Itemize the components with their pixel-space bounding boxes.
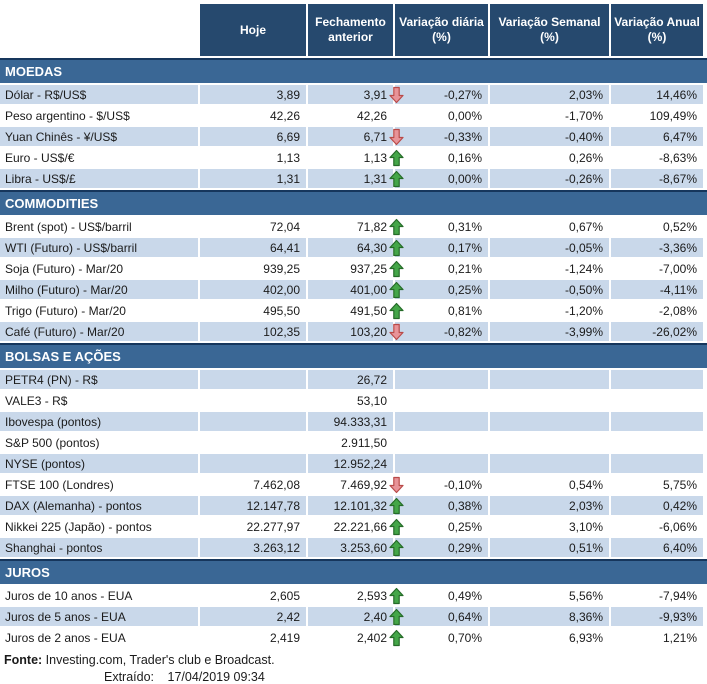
table-section bbox=[0, 58, 707, 188]
table-row bbox=[0, 517, 705, 536]
table-row bbox=[0, 169, 705, 188]
row-label-cell: S&P 500 (pontos) bbox=[0, 433, 198, 452]
variacao-diaria-cell bbox=[395, 322, 488, 341]
variacao-diaria-cell bbox=[395, 169, 488, 188]
variacao-semanal-cell: -0,50% bbox=[490, 280, 609, 299]
up-arrow-icon bbox=[389, 608, 404, 625]
variacao-anual-cell bbox=[611, 370, 703, 389]
row-label-cell: VALE3 - R$ bbox=[0, 391, 198, 410]
table-row bbox=[0, 85, 705, 104]
table-section bbox=[0, 559, 707, 647]
table-row bbox=[0, 259, 705, 278]
section-title: MOEDAS bbox=[5, 64, 63, 79]
variacao-diaria-cell bbox=[395, 148, 488, 167]
hoje-value-cell: 2,42 bbox=[200, 607, 306, 626]
up-arrow-icon bbox=[389, 539, 404, 556]
up-arrow-icon bbox=[389, 149, 404, 166]
down-arrow-icon bbox=[389, 476, 404, 493]
variacao-anual-cell: -6,06% bbox=[611, 517, 703, 536]
row-label-cell: Trigo (Futuro) - Mar/20 bbox=[0, 301, 198, 320]
variacao-diaria-cell bbox=[395, 280, 488, 299]
up-arrow-icon bbox=[389, 629, 404, 646]
up-arrow-icon bbox=[389, 497, 404, 514]
row-label-cell: Café (Futuro) - Mar/20 bbox=[0, 322, 198, 341]
variacao-diaria-cell bbox=[395, 301, 488, 320]
variacao-anual-cell bbox=[611, 433, 703, 452]
variacao-semanal-cell: -3,99% bbox=[490, 322, 609, 341]
hoje-value-cell: 22.277,97 bbox=[200, 517, 306, 536]
variacao-diaria-cell bbox=[395, 85, 488, 104]
fechamento-value-cell: 2.911,50 bbox=[308, 433, 393, 452]
hoje-value-cell: 402,00 bbox=[200, 280, 306, 299]
up-arrow-icon bbox=[389, 170, 404, 187]
up-arrow-icon bbox=[389, 587, 404, 604]
variacao-diaria-value: 0,70% bbox=[447, 630, 482, 645]
table-row bbox=[0, 412, 705, 431]
row-label-cell: Milho (Futuro) - Mar/20 bbox=[0, 280, 198, 299]
variacao-anual-cell: -3,36% bbox=[611, 238, 703, 257]
table-row bbox=[0, 475, 705, 494]
variacao-semanal-cell bbox=[490, 412, 609, 431]
table-row bbox=[0, 322, 705, 341]
up-arrow-icon bbox=[389, 260, 404, 277]
hoje-value-cell bbox=[200, 391, 306, 410]
section-title: BOLSAS E AÇÕES bbox=[5, 349, 121, 364]
fechamento-value-cell: 42,26 bbox=[308, 106, 393, 125]
variacao-anual-cell: -4,11% bbox=[611, 280, 703, 299]
variacao-semanal-cell bbox=[490, 454, 609, 473]
hoje-value-cell: 3.263,12 bbox=[200, 538, 306, 557]
variacao-anual-cell: 0,42% bbox=[611, 496, 703, 515]
table-section bbox=[0, 190, 707, 341]
row-label-cell: Juros de 2 anos - EUA bbox=[0, 628, 198, 647]
section-rows bbox=[0, 584, 707, 647]
hoje-value-cell: 939,25 bbox=[200, 259, 306, 278]
hoje-value-cell: 72,04 bbox=[200, 217, 306, 236]
variacao-diaria-cell bbox=[395, 238, 488, 257]
section-rows bbox=[0, 215, 707, 341]
table-row bbox=[0, 127, 705, 146]
row-label-cell: Juros de 5 anos - EUA bbox=[0, 607, 198, 626]
variacao-diaria-cell bbox=[395, 127, 488, 146]
variacao-anual-cell: 1,21% bbox=[611, 628, 703, 647]
variacao-anual-cell: -8,63% bbox=[611, 148, 703, 167]
column-header: Fechamento anterior bbox=[308, 4, 393, 56]
fechamento-value-cell: 6,71 bbox=[308, 127, 393, 146]
hoje-value-cell: 495,50 bbox=[200, 301, 306, 320]
row-label-cell: Brent (spot) - US$/barril bbox=[0, 217, 198, 236]
fechamento-value-cell: 12.952,24 bbox=[308, 454, 393, 473]
variacao-diaria-cell bbox=[395, 217, 488, 236]
variacao-diaria-value: 0,81% bbox=[447, 303, 482, 318]
variacao-anual-cell bbox=[611, 391, 703, 410]
table-row bbox=[0, 628, 705, 647]
extracted-timestamp: 17/04/2019 09:34 bbox=[167, 670, 265, 684]
row-label-cell: Juros de 10 anos - EUA bbox=[0, 586, 198, 605]
table-row bbox=[0, 433, 705, 452]
variacao-semanal-cell: -0,40% bbox=[490, 127, 609, 146]
variacao-anual-cell: 14,46% bbox=[611, 85, 703, 104]
section-title: JUROS bbox=[5, 565, 50, 580]
column-header: Hoje bbox=[200, 4, 306, 56]
fechamento-value-cell: 491,50 bbox=[308, 301, 393, 320]
variacao-diaria-cell bbox=[395, 586, 488, 605]
table-row bbox=[0, 454, 705, 473]
variacao-semanal-cell: 2,03% bbox=[490, 85, 609, 104]
variacao-diaria-value: 0,38% bbox=[447, 498, 482, 513]
table-row bbox=[0, 106, 705, 125]
variacao-diaria-cell bbox=[395, 433, 488, 452]
variacao-anual-cell bbox=[611, 454, 703, 473]
hoje-value-cell bbox=[200, 370, 306, 389]
fechamento-value-cell: 22.221,66 bbox=[308, 517, 393, 536]
fechamento-value-cell: 2,402 bbox=[308, 628, 393, 647]
row-label-cell: Yuan Chinês - ¥/US$ bbox=[0, 127, 198, 146]
fechamento-value-cell: 1,31 bbox=[308, 169, 393, 188]
source-line bbox=[0, 647, 707, 667]
hoje-value-cell: 1,13 bbox=[200, 148, 306, 167]
fechamento-value-cell: 2,593 bbox=[308, 586, 393, 605]
hoje-value-cell bbox=[200, 454, 306, 473]
row-label-cell: Nikkei 225 (Japão) - pontos bbox=[0, 517, 198, 536]
down-arrow-icon bbox=[389, 86, 404, 103]
row-label-cell: FTSE 100 (Londres) bbox=[0, 475, 198, 494]
hoje-value-cell bbox=[200, 433, 306, 452]
variacao-diaria-cell bbox=[395, 370, 488, 389]
variacao-semanal-cell: 2,03% bbox=[490, 496, 609, 515]
variacao-diaria-value: -0,27% bbox=[443, 87, 482, 102]
fechamento-value-cell: 26,72 bbox=[308, 370, 393, 389]
row-label-cell: Dólar - R$/US$ bbox=[0, 85, 198, 104]
fechamento-value-cell: 71,82 bbox=[308, 217, 393, 236]
variacao-diaria-value: 0,31% bbox=[447, 219, 482, 234]
variacao-diaria-value: 0,29% bbox=[447, 540, 482, 555]
down-arrow-icon bbox=[389, 323, 404, 340]
hoje-value-cell: 12.147,78 bbox=[200, 496, 306, 515]
row-label-cell: Shanghai - pontos bbox=[0, 538, 198, 557]
variacao-anual-cell: -26,02% bbox=[611, 322, 703, 341]
row-label-cell: DAX (Alemanha) - pontos bbox=[0, 496, 198, 515]
fechamento-value-cell: 12.101,32 bbox=[308, 496, 393, 515]
variacao-diaria-cell bbox=[395, 496, 488, 515]
variacao-diaria-value: 0,17% bbox=[447, 240, 482, 255]
down-arrow-icon bbox=[389, 128, 404, 145]
variacao-anual-cell: -2,08% bbox=[611, 301, 703, 320]
variacao-anual-cell: -8,67% bbox=[611, 169, 703, 188]
variacao-diaria-cell bbox=[395, 259, 488, 278]
hoje-value-cell: 2,419 bbox=[200, 628, 306, 647]
extracted-line bbox=[0, 670, 707, 684]
row-label-cell: Euro - US$/€ bbox=[0, 148, 198, 167]
variacao-semanal-cell: 0,67% bbox=[490, 217, 609, 236]
variacao-semanal-cell bbox=[490, 370, 609, 389]
table-header-row bbox=[0, 0, 705, 56]
variacao-semanal-cell bbox=[490, 433, 609, 452]
variacao-semanal-cell: 5,56% bbox=[490, 586, 609, 605]
variacao-anual-cell: 6,40% bbox=[611, 538, 703, 557]
row-label-cell: NYSE (pontos) bbox=[0, 454, 198, 473]
variacao-diaria-cell bbox=[395, 106, 488, 125]
row-label-cell: Soja (Futuro) - Mar/20 bbox=[0, 259, 198, 278]
column-header: Variação diária (%) bbox=[395, 4, 488, 56]
table-row bbox=[0, 391, 705, 410]
fechamento-value-cell: 64,30 bbox=[308, 238, 393, 257]
column-header: Variação Anual (%) bbox=[611, 4, 703, 56]
section-title: COMMODITIES bbox=[5, 196, 99, 211]
variacao-anual-cell: -7,94% bbox=[611, 586, 703, 605]
table-row bbox=[0, 607, 705, 626]
section-header-band bbox=[0, 559, 707, 584]
hoje-value-cell bbox=[200, 412, 306, 431]
variacao-diaria-value: 0,00% bbox=[447, 171, 482, 186]
variacao-diaria-value: 0,49% bbox=[447, 588, 482, 603]
variacao-diaria-value: 0,25% bbox=[447, 519, 482, 534]
fechamento-value-cell: 401,00 bbox=[308, 280, 393, 299]
variacao-anual-cell: 0,52% bbox=[611, 217, 703, 236]
variacao-diaria-value: -0,33% bbox=[443, 129, 482, 144]
fechamento-value-cell: 3.253,60 bbox=[308, 538, 393, 557]
variacao-semanal-cell bbox=[490, 391, 609, 410]
variacao-diaria-value: 0,64% bbox=[447, 609, 482, 624]
table-row bbox=[0, 370, 705, 389]
table-row bbox=[0, 301, 705, 320]
variacao-diaria-cell bbox=[395, 628, 488, 647]
column-header: Variação Semanal (%) bbox=[490, 4, 609, 56]
row-label-cell: Peso argentino - $/US$ bbox=[0, 106, 198, 125]
variacao-anual-cell bbox=[611, 412, 703, 431]
up-arrow-icon bbox=[389, 281, 404, 298]
variacao-diaria-cell bbox=[395, 454, 488, 473]
fechamento-value-cell: 1,13 bbox=[308, 148, 393, 167]
up-arrow-icon bbox=[389, 302, 404, 319]
fechamento-value-cell: 3,91 bbox=[308, 85, 393, 104]
variacao-semanal-cell: 3,10% bbox=[490, 517, 609, 536]
variacao-semanal-cell: 0,26% bbox=[490, 148, 609, 167]
variacao-diaria-cell bbox=[395, 517, 488, 536]
variacao-semanal-cell: -0,05% bbox=[490, 238, 609, 257]
hoje-value-cell: 7.462,08 bbox=[200, 475, 306, 494]
variacao-anual-cell: 5,75% bbox=[611, 475, 703, 494]
fechamento-value-cell: 53,10 bbox=[308, 391, 393, 410]
up-arrow-icon bbox=[389, 218, 404, 235]
section-header-band bbox=[0, 190, 707, 215]
table-row bbox=[0, 496, 705, 515]
source-text: Investing.com, Trader's club e Broadcast. bbox=[42, 653, 275, 667]
variacao-diaria-cell bbox=[395, 607, 488, 626]
row-label-cell: Ibovespa (pontos) bbox=[0, 412, 198, 431]
hoje-value-cell: 42,26 bbox=[200, 106, 306, 125]
section-rows bbox=[0, 83, 707, 188]
variacao-anual-cell: -7,00% bbox=[611, 259, 703, 278]
table-row bbox=[0, 238, 705, 257]
hoje-value-cell: 1,31 bbox=[200, 169, 306, 188]
variacao-anual-cell: 109,49% bbox=[611, 106, 703, 125]
variacao-diaria-cell bbox=[395, 538, 488, 557]
variacao-semanal-cell: 0,54% bbox=[490, 475, 609, 494]
fechamento-value-cell: 103,20 bbox=[308, 322, 393, 341]
variacao-diaria-value: 0,21% bbox=[447, 261, 482, 276]
variacao-anual-cell: -9,93% bbox=[611, 607, 703, 626]
hoje-value-cell: 102,35 bbox=[200, 322, 306, 341]
fechamento-value-cell: 7.469,92 bbox=[308, 475, 393, 494]
variacao-diaria-cell bbox=[395, 475, 488, 494]
up-arrow-icon bbox=[389, 239, 404, 256]
up-arrow-icon bbox=[389, 518, 404, 535]
hoje-value-cell: 64,41 bbox=[200, 238, 306, 257]
variacao-diaria-value: -0,10% bbox=[443, 477, 482, 492]
extracted-label: Extraído: bbox=[104, 670, 155, 684]
table-row bbox=[0, 280, 705, 299]
section-header-band bbox=[0, 343, 707, 368]
section-header-band bbox=[0, 58, 707, 83]
variacao-diaria-cell bbox=[395, 391, 488, 410]
fechamento-value-cell: 2,40 bbox=[308, 607, 393, 626]
variacao-semanal-cell: -1,24% bbox=[490, 259, 609, 278]
table-section bbox=[0, 343, 707, 557]
variacao-diaria-value: -0,82% bbox=[443, 324, 482, 339]
fechamento-value-cell: 937,25 bbox=[308, 259, 393, 278]
header-corner-blank bbox=[0, 4, 198, 56]
variacao-diaria-value: 0,25% bbox=[447, 282, 482, 297]
section-rows bbox=[0, 368, 707, 557]
table-row bbox=[0, 148, 705, 167]
table-row bbox=[0, 586, 705, 605]
row-label-cell: WTI (Futuro) - US$/barril bbox=[0, 238, 198, 257]
hoje-value-cell: 3,89 bbox=[200, 85, 306, 104]
fechamento-value-cell: 94.333,31 bbox=[308, 412, 393, 431]
variacao-diaria-value: 0,00% bbox=[447, 108, 482, 123]
variacao-semanal-cell: -1,20% bbox=[490, 301, 609, 320]
variacao-semanal-cell: -0,26% bbox=[490, 169, 609, 188]
hoje-value-cell: 6,69 bbox=[200, 127, 306, 146]
variacao-diaria-cell bbox=[395, 412, 488, 431]
row-label-cell: PETR4 (PN) - R$ bbox=[0, 370, 198, 389]
table-row bbox=[0, 538, 705, 557]
variacao-semanal-cell: 8,36% bbox=[490, 607, 609, 626]
table-row bbox=[0, 217, 705, 236]
row-label-cell: Libra - US$/£ bbox=[0, 169, 198, 188]
table-body bbox=[0, 58, 707, 647]
variacao-semanal-cell: 6,93% bbox=[490, 628, 609, 647]
variacao-semanal-cell: -1,70% bbox=[490, 106, 609, 125]
variacao-anual-cell: 6,47% bbox=[611, 127, 703, 146]
source-label: Fonte: bbox=[4, 653, 43, 667]
hoje-value-cell: 2,605 bbox=[200, 586, 306, 605]
variacao-semanal-cell: 0,51% bbox=[490, 538, 609, 557]
variacao-diaria-value: 0,16% bbox=[447, 150, 482, 165]
